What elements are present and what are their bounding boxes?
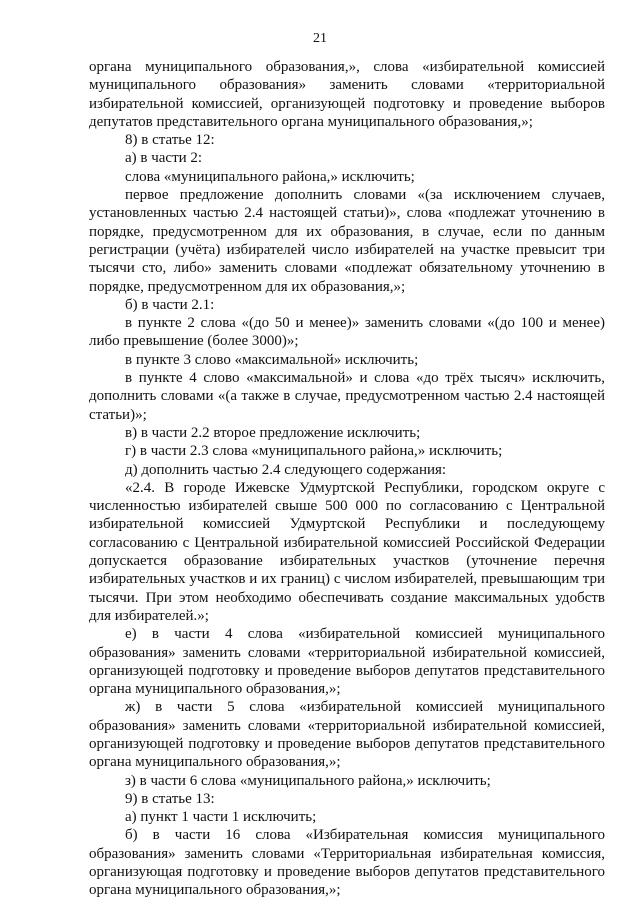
- paragraph: «2.4. В городе Ижевске Удмуртской Республики, городском округе с численностью избирателей свыше 500 000 по согласованию с Центральной избирательной комиссией Удмуртской Республики и последующему согласованию с Центральной избирательной комиссией Российской Федерации допускается образование избирательных участков (уточнение перечня избирательных участков и их границ) с числом избирателей, превышающим три тысячи. При этом необходимо обеспечивать создание максимальных удобств для избирателей.»;: [89, 479, 605, 624]
- paragraph: б) в части 16 слова «Избирательная комиссия муниципального образования» заменить словами «Территориальная избирательная комиссия, организующая подготовку и проведение выборов депутатов представительного органа муниципального образования,»;: [89, 827, 605, 899]
- paragraph: в пункте 3 слово «максимальной» исключить;: [125, 351, 419, 368]
- paragraph: слова «муниципального района,» исключить;: [125, 168, 415, 185]
- paragraph: д) дополнить частью 2.4 следующего содержания:: [125, 461, 447, 478]
- paragraph: первое предложение дополнить словами «(за исключением случаев, установленных частью 2.4 настоящей статьи)», слова «подлежат уточнению в порядке, предусмотренном для их образования, в случае, если по данным регистрации (учёта) избирателей число избирателей на участке превысит три тысячи сто, либо» заменить словами «подлежат обязательному уточнению в порядке, предусмотренном для их образования,»;: [89, 187, 605, 295]
- paragraph: г) в части 2.3 слова «муниципального района,» исключить;: [125, 443, 503, 460]
- paragraph: в пункте 2 слова «(до 50 и менее)» заменить словами «(до 100 и менее) либо превышение (более 3000)»;: [89, 315, 605, 350]
- paragraph: 9) в статье 13:: [125, 790, 215, 807]
- paragraph: б) в части 2.1:: [125, 296, 215, 313]
- paragraph: а) в части 2:: [125, 150, 203, 167]
- document-body: [89, 58, 605, 900]
- paragraph: в) в части 2.2 второе предложение исключить;: [125, 424, 421, 441]
- page-number: 21: [313, 31, 327, 46]
- paragraph: ж) в части 5 слова «избирательной комиссией муниципального образования» заменить словами «территориальной избирательной комиссией, организующей подготовку и проведение выборов депутатов представительного органа муниципального образования,»;: [89, 699, 605, 771]
- paragraph: з) в части 6 слова «муниципального района,» исключить;: [125, 772, 491, 789]
- paragraph: органа муниципального образования,», слова «избирательной комиссией муниципального образования» заменить словами «территориальной избирательной комиссией, организующей подготовку и проведение выборов депутатов представительного органа муниципального образования,»;: [89, 59, 605, 130]
- paragraph: а) пункт 1 части 1 исключить;: [125, 809, 317, 826]
- paragraph: в пункте 4 слово «максимальной» и слова «до трёх тысяч» исключить, дополнить словами «(а также в случае, предусмотренном частью 2.4 настоящей статьи)»;: [89, 370, 605, 423]
- paragraph: 8) в статье 12:: [125, 132, 215, 149]
- paragraph: е) в части 4 слова «избирательной комиссией муниципального образования» заменить словами «территориальной избирательной комиссией, организующей подготовку и проведение выборов депутатов представительного органа муниципального образования,»;: [89, 626, 605, 698]
